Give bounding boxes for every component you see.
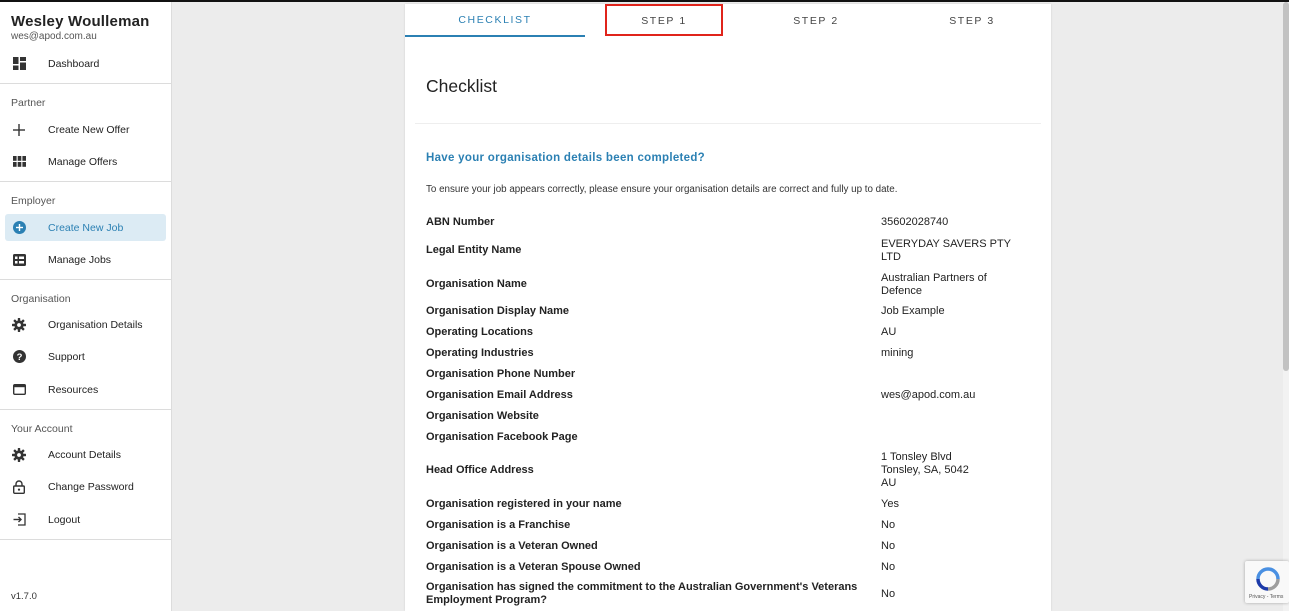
- detail-row: [426, 496, 1026, 513]
- detail-row: [426, 214, 1026, 231]
- sidebar-item-label: Create New Job: [48, 221, 124, 234]
- jobs-board-icon: [12, 253, 26, 267]
- sidebar-item-account-details[interactable]: [5, 441, 166, 468]
- checklist-question: Have your organisation details been completed?: [426, 152, 706, 164]
- detail-label: Organisation registered in your name: [426, 498, 622, 510]
- detail-value: Australian Partners of Defence: [881, 271, 987, 297]
- divider: [0, 409, 171, 410]
- highlight-box: [605, 4, 723, 36]
- detail-row: [426, 429, 1026, 446]
- sidebar-item-create-job[interactable]: [5, 214, 166, 241]
- gear-icon: [12, 318, 26, 332]
- detail-label: Organisation Display Name: [426, 305, 570, 317]
- dashboard-icon: [12, 57, 26, 71]
- logout-icon: [12, 513, 26, 527]
- detail-value: No: [881, 519, 896, 531]
- detail-row: [426, 303, 1026, 320]
- detail-row: [426, 580, 1026, 608]
- sidebar-item-label: Manage Jobs: [48, 253, 112, 266]
- section-label-account: Your Account: [11, 423, 73, 435]
- app-version: v1.7.0: [11, 591, 37, 602]
- detail-label: Organisation Facebook Page: [426, 431, 578, 443]
- tab-step-2[interactable]: STEP 2: [793, 14, 839, 27]
- detail-label: Organisation is a Veteran Spouse Owned: [426, 561, 641, 573]
- help-icon: [12, 350, 26, 364]
- divider: [0, 539, 171, 540]
- detail-row: [426, 450, 1026, 490]
- detail-label: Organisation Name: [426, 278, 527, 290]
- window-icon: [12, 383, 26, 397]
- sidebar-item-label: Resources: [48, 383, 99, 396]
- plus-icon: [12, 123, 26, 137]
- recaptcha-terms[interactable]: Privacy - Terms: [1249, 594, 1284, 600]
- detail-label: Head Office Address: [426, 463, 534, 476]
- sidebar-item-support[interactable]: [5, 343, 166, 370]
- detail-value: mining: [881, 347, 914, 359]
- detail-row: [426, 271, 1026, 298]
- divider: [0, 181, 171, 182]
- detail-row: [426, 324, 1026, 341]
- sidebar-item-resources[interactable]: [5, 376, 166, 403]
- user-name: Wesley Woulleman: [11, 13, 150, 30]
- top-border: [0, 0, 1289, 2]
- sidebar-item-label: Logout: [48, 513, 81, 526]
- recaptcha-badge[interactable]: [1245, 561, 1289, 603]
- detail-value: Job Example: [881, 305, 945, 317]
- sidebar-item-label: Change Password: [48, 480, 134, 493]
- sidebar-item-label: Account Details: [48, 448, 121, 461]
- sidebar-item-label: Create New Offer: [48, 123, 130, 136]
- detail-value: No: [881, 540, 896, 552]
- sidebar-item-manage-jobs[interactable]: [5, 246, 166, 273]
- detail-value: EVERYDAY SAVERS PTY LTD: [881, 237, 1012, 263]
- detail-value: AU: [881, 326, 897, 338]
- section-label-employer: Employer: [11, 195, 56, 207]
- detail-row: [426, 517, 1026, 534]
- sidebar-item-logout[interactable]: [5, 506, 166, 533]
- sidebar-item-label: Dashboard: [48, 57, 100, 70]
- section-label-partner: Partner: [11, 97, 46, 109]
- detail-row: [426, 387, 1026, 404]
- tab-checklist[interactable]: CHECKLIST: [405, 4, 585, 37]
- detail-label: Operating Locations: [426, 326, 533, 338]
- sidebar-item-label: Organisation Details: [48, 318, 143, 331]
- detail-label: Organisation is a Veteran Owned: [426, 540, 598, 552]
- detail-row: [426, 345, 1026, 362]
- divider: [0, 279, 171, 280]
- sidebar-item-label: Manage Offers: [48, 155, 118, 168]
- tab-step-3[interactable]: STEP 3: [949, 14, 995, 27]
- recaptcha-icon: [1255, 566, 1281, 592]
- checklist-card: [405, 4, 1051, 611]
- sidebar-item-create-offer[interactable]: [5, 116, 166, 143]
- detail-row: [426, 559, 1026, 576]
- lock-icon: [12, 480, 26, 494]
- detail-value: 1 Tonsley Blvd Tonsley, SA, 5042 AU: [881, 450, 969, 489]
- sidebar-item-organisation-details[interactable]: [5, 311, 166, 338]
- user-email: wes@apod.com.au: [11, 31, 97, 42]
- detail-value: wes@apod.com.au: [881, 389, 976, 401]
- svg-text:?: ?: [16, 352, 22, 363]
- detail-row: [426, 408, 1026, 425]
- detail-label: Operating Industries: [426, 347, 534, 359]
- detail-label: Organisation Phone Number: [426, 368, 576, 380]
- detail-row: [426, 237, 1026, 264]
- detail-row: [426, 538, 1026, 555]
- sidebar-item-manage-offers[interactable]: [5, 148, 166, 175]
- detail-label: Organisation has signed the commitment to the Australian Government's Veterans Employment Program?: [426, 581, 858, 606]
- gear-icon: [12, 448, 26, 462]
- page-title: Checklist: [426, 76, 497, 96]
- divider: [0, 83, 171, 84]
- detail-value: Yes: [881, 498, 899, 510]
- checklist-intro: To ensure your job appears correctly, please ensure your organisation details are correct and fully up to date.: [426, 184, 898, 195]
- detail-label: Legal Entity Name: [426, 244, 522, 256]
- section-label-organisation: Organisation: [11, 293, 71, 305]
- add-circle-icon: [12, 221, 26, 235]
- tab-step-1[interactable]: STEP 1: [641, 14, 687, 27]
- detail-value: 35602028740: [881, 216, 949, 228]
- detail-row: [426, 366, 1026, 383]
- scrollbar-thumb[interactable]: [1283, 2, 1289, 371]
- sidebar: [0, 2, 172, 611]
- sidebar-item-label: Support: [48, 350, 85, 363]
- detail-label: Organisation Email Address: [426, 389, 573, 401]
- sidebar-item-dashboard[interactable]: [5, 50, 166, 77]
- detail-value: No: [881, 587, 896, 600]
- grid-icon: [12, 155, 26, 169]
- divider: [415, 123, 1041, 124]
- sidebar-item-change-password[interactable]: [5, 473, 166, 500]
- detail-value: No: [881, 561, 896, 573]
- detail-label: Organisation is a Franchise: [426, 519, 571, 531]
- detail-label: Organisation Website: [426, 410, 539, 422]
- detail-label: ABN Number: [426, 216, 495, 228]
